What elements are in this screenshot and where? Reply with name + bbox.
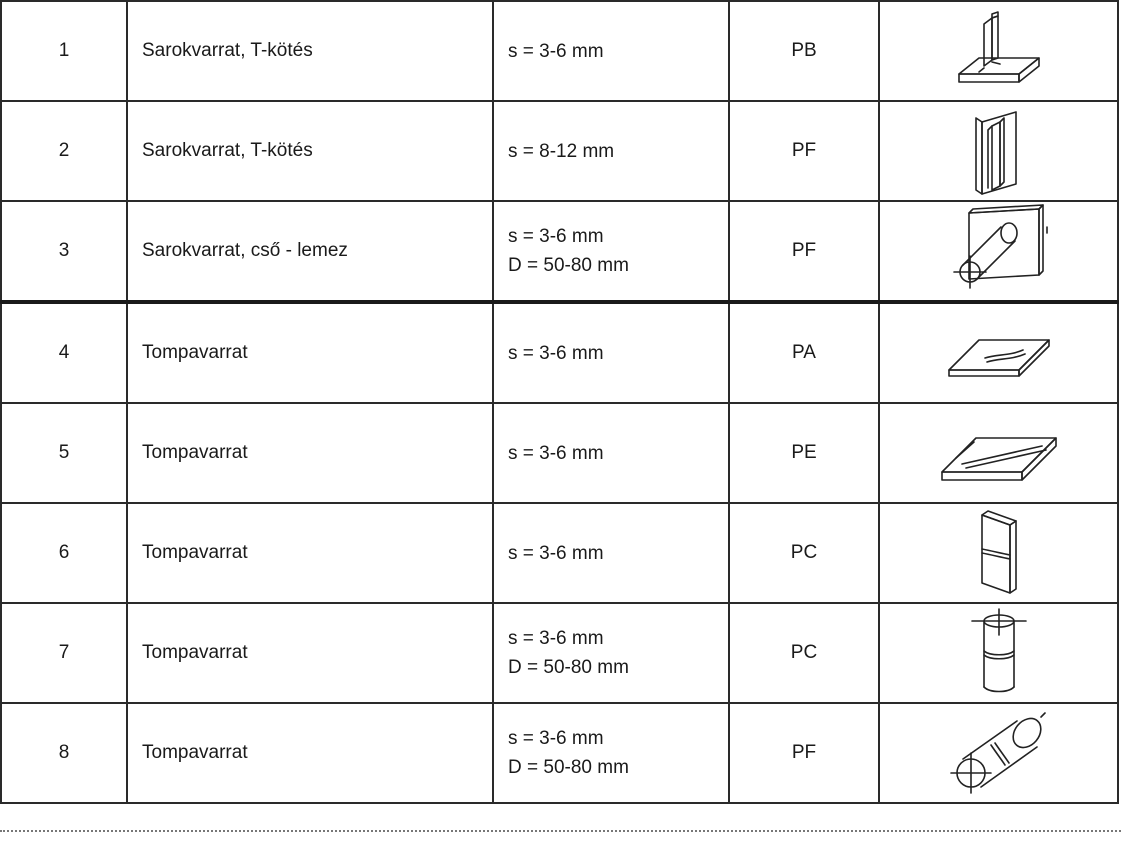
table-row bbox=[1, 201, 1118, 302]
table-row bbox=[1, 101, 1118, 201]
weld-parameters bbox=[493, 703, 729, 803]
param-thickness: s = 3-6 mm bbox=[508, 226, 604, 247]
table-row bbox=[1, 403, 1118, 503]
param-diameter: D = 50-80 mm bbox=[508, 757, 629, 778]
weld-parameters bbox=[493, 302, 729, 403]
table-row bbox=[1, 603, 1118, 703]
row-number: 2 bbox=[1, 101, 127, 201]
param-diameter: D = 50-80 mm bbox=[508, 657, 629, 678]
weld-parameters bbox=[493, 101, 729, 201]
welding-position: PC bbox=[729, 503, 879, 603]
t-joint-flat-icon bbox=[944, 6, 1054, 96]
welding-position: PE bbox=[729, 403, 879, 503]
row-number: 3 bbox=[1, 201, 127, 302]
row-number: 7 bbox=[1, 603, 127, 703]
butt-plate-flat-icon bbox=[939, 318, 1059, 388]
param-thickness: s = 3-6 mm bbox=[508, 442, 604, 464]
welding-position: PA bbox=[729, 302, 879, 403]
weld-parameters bbox=[493, 603, 729, 703]
weld-type: Sarokvarrat, cső - lemez bbox=[127, 201, 493, 302]
param-thickness: s = 3-6 mm bbox=[508, 40, 604, 62]
welding-position: PF bbox=[729, 201, 879, 302]
weld-parameters bbox=[493, 503, 729, 603]
param-thickness: s = 8-12 mm bbox=[508, 140, 615, 162]
table-row bbox=[1, 503, 1118, 603]
row-number: 4 bbox=[1, 302, 127, 403]
table-row bbox=[1, 1, 1118, 101]
pipe-to-plate-icon bbox=[929, 203, 1069, 299]
weld-type: Tompavarrat bbox=[127, 403, 493, 503]
row-number: 1 bbox=[1, 1, 127, 101]
welding-position: PB bbox=[729, 1, 879, 101]
weld-parameters bbox=[493, 1, 729, 101]
param-diameter: D = 50-80 mm bbox=[508, 255, 629, 276]
pipe-vertical-icon bbox=[944, 605, 1054, 701]
t-joint-vertical-icon bbox=[944, 104, 1054, 198]
param-thickness: s = 3-6 mm bbox=[508, 628, 604, 649]
weld-type: Tompavarrat bbox=[127, 503, 493, 603]
weld-type: Tompavarrat bbox=[127, 603, 493, 703]
welding-position: PC bbox=[729, 603, 879, 703]
table-row bbox=[1, 703, 1118, 803]
weld-type: Tompavarrat bbox=[127, 302, 493, 403]
bottom-divider bbox=[0, 830, 1121, 832]
welding-position: PF bbox=[729, 101, 879, 201]
weld-type: Sarokvarrat, T-kötés bbox=[127, 1, 493, 101]
weld-type: Tompavarrat bbox=[127, 703, 493, 803]
butt-plate-horizontal-icon bbox=[944, 505, 1054, 601]
row-number: 6 bbox=[1, 503, 127, 603]
row-number: 8 bbox=[1, 703, 127, 803]
weld-parameters bbox=[493, 403, 729, 503]
weld-parameters bbox=[493, 201, 729, 302]
butt-plate-overhead-icon bbox=[934, 418, 1064, 488]
row-number: 5 bbox=[1, 403, 127, 503]
param-thickness: s = 3-6 mm bbox=[508, 342, 604, 364]
welding-position: PF bbox=[729, 703, 879, 803]
weld-type: Sarokvarrat, T-kötés bbox=[127, 101, 493, 201]
table-row bbox=[1, 302, 1118, 403]
param-thickness: s = 3-6 mm bbox=[508, 728, 604, 749]
pipe-horizontal-icon bbox=[929, 705, 1069, 801]
param-thickness: s = 3-6 mm bbox=[508, 542, 604, 564]
